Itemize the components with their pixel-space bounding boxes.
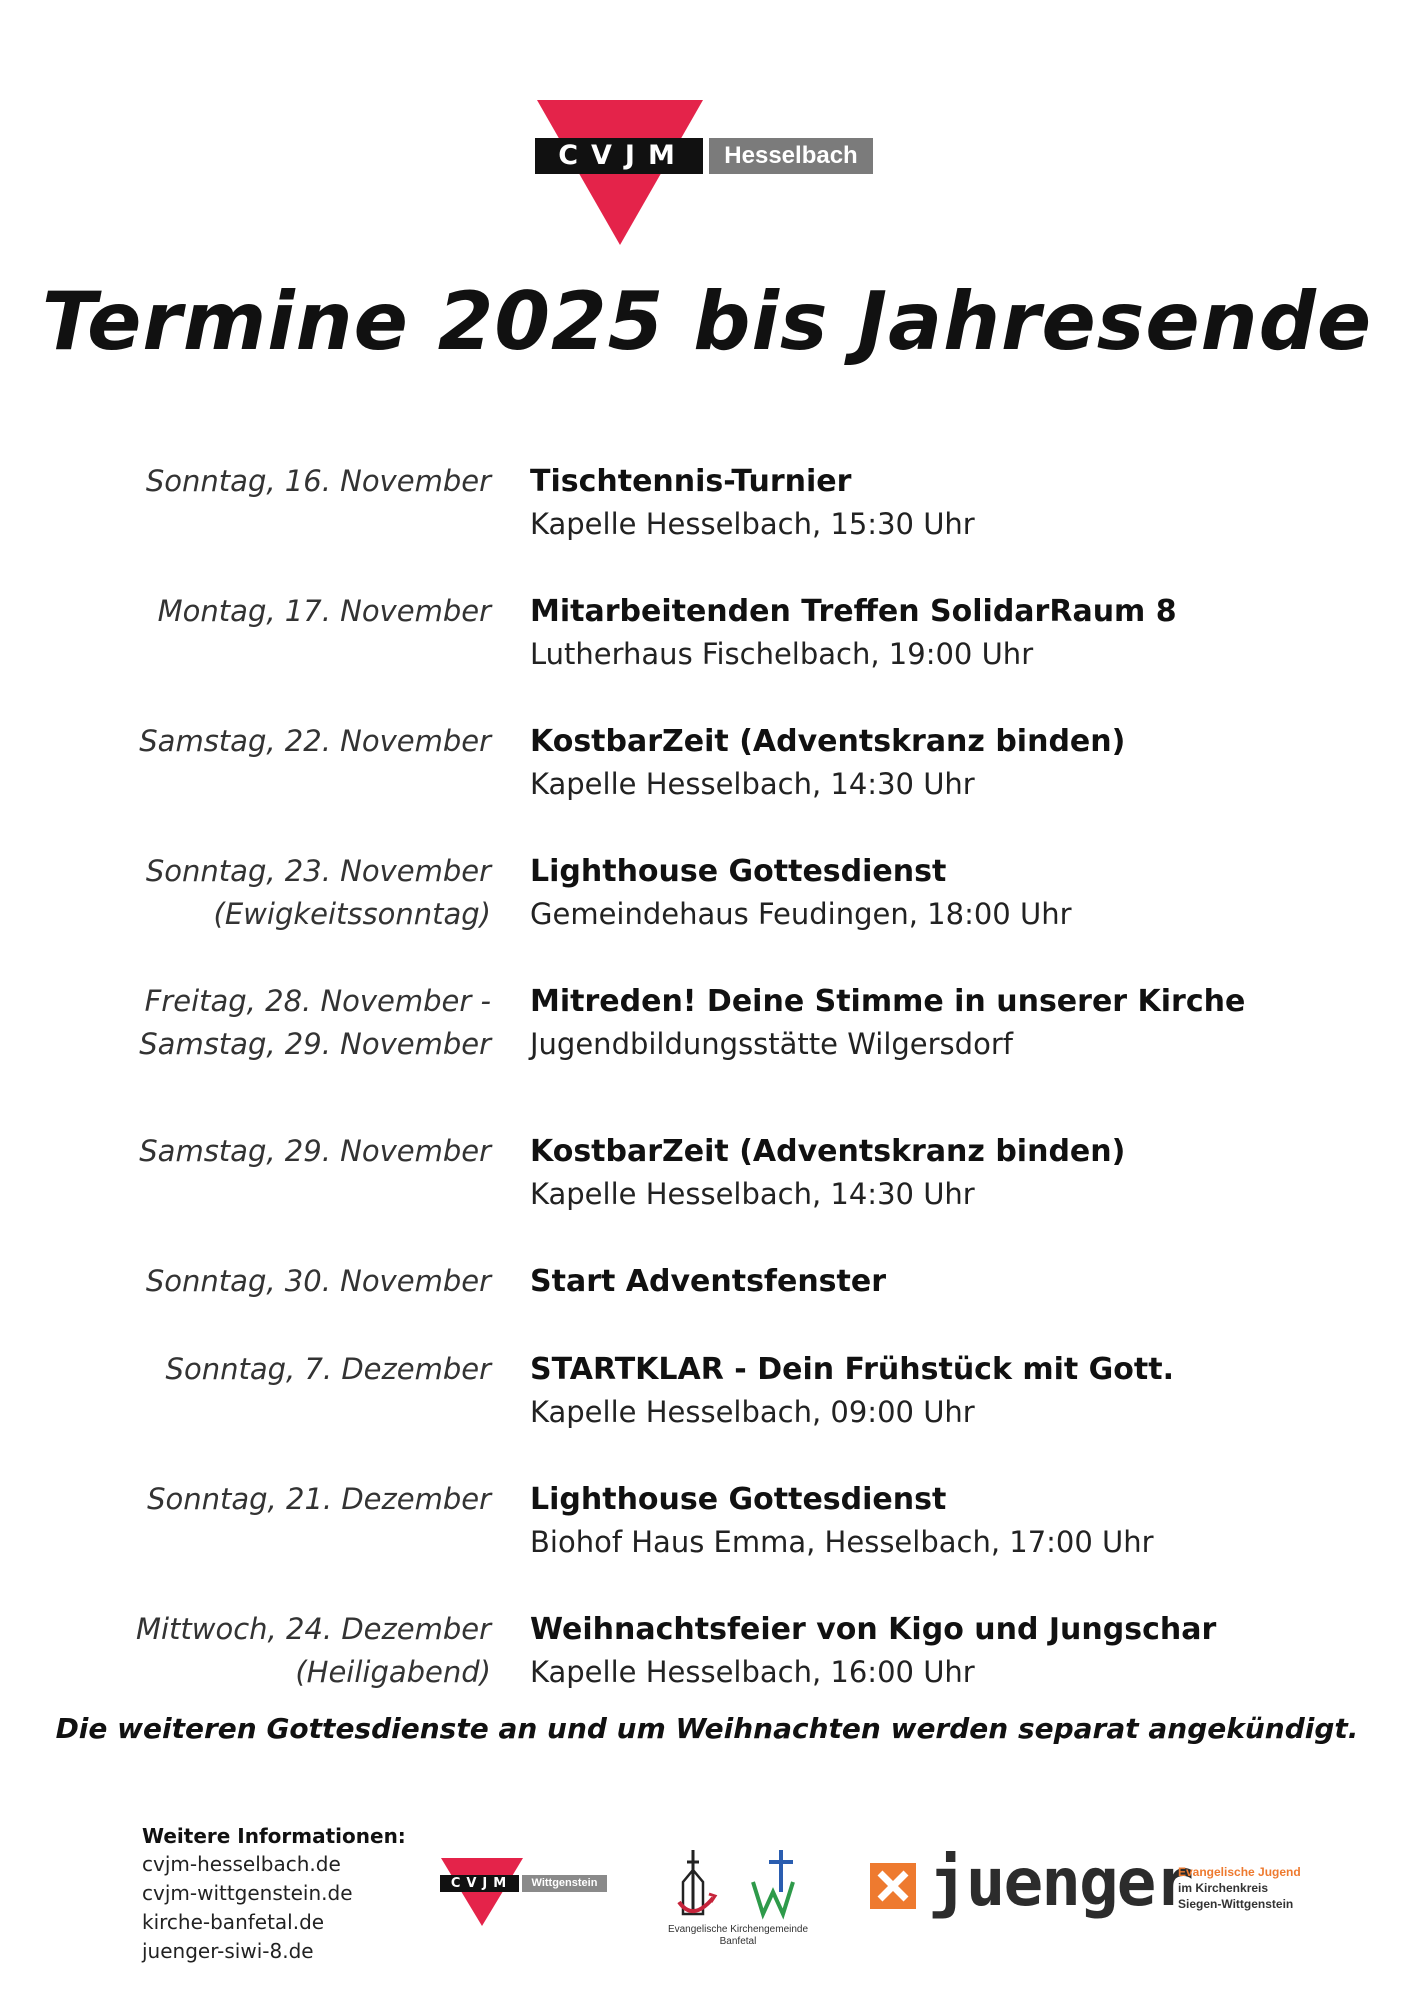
event-info — [530, 1130, 1125, 1216]
event-date — [136, 1608, 491, 1694]
event-place: Kapelle Hesselbach, 09:00 Uhr — [530, 1395, 975, 1429]
event-date-line: Freitag, 28. November - — [144, 984, 491, 1018]
link-cvjm-hesselbach[interactable]: cvjm-hesselbach.de — [142, 1852, 341, 1876]
event-name: Mitreden! Deine Stimme in unserer Kirche — [530, 984, 1246, 1019]
event-info — [530, 1608, 1216, 1694]
event-place: Kapelle Hesselbach, 14:30 Uhr — [530, 767, 975, 801]
logo-text: CVJM — [535, 138, 703, 174]
event-place: Jugendbildungsstätte Wilgersdorf — [530, 1027, 1013, 1061]
event-date — [158, 590, 491, 633]
event-date — [146, 850, 491, 936]
event-date-line: Sonntag, 16. November — [145, 464, 491, 498]
event-info — [530, 850, 1072, 936]
event-info — [530, 720, 1125, 806]
event-date — [166, 1348, 491, 1391]
page-title: Termine 2025 bis Jahresende — [41, 275, 1373, 368]
event-date-line: Sonntag, 21. Dezember — [147, 1482, 491, 1516]
more-info-heading: Weitere Informationen: — [142, 1824, 406, 1848]
juenger-logo — [870, 1844, 1320, 1928]
event-place: Kapelle Hesselbach, 16:00 Uhr — [530, 1655, 975, 1689]
kirche-caption: Evangelische Kirchengemeinde Banfetal — [667, 1924, 809, 1947]
logo-chapter: Hesselbach — [709, 138, 873, 174]
event-place: Kapelle Hesselbach, 15:30 Uhr — [530, 507, 975, 541]
event-date-line: (Heiligabend) — [295, 1655, 491, 1689]
more-info — [142, 1822, 406, 1966]
event-place: Biohof Haus Emma, Hesselbach, 17:00 Uhr — [530, 1525, 1154, 1559]
event-date-line: Sonntag, 30. November — [145, 1264, 491, 1298]
event-date — [139, 1130, 491, 1173]
link-kirche-banfetal[interactable]: kirche-banfetal.de — [142, 1910, 325, 1934]
event-date-line: (Ewigkeitssonntag) — [213, 897, 491, 931]
event-date — [139, 980, 491, 1066]
event-info — [530, 1478, 1154, 1564]
event-date-line: Samstag, 29. November — [139, 1134, 491, 1168]
cvjm-wittgenstein-chapter: Wittgenstein — [522, 1875, 607, 1892]
juenger-subtitle: Evangelische Jugend im Kirchenkreis Siegen-Wittgenstein — [1178, 1865, 1301, 1911]
event-place: Kapelle Hesselbach, 14:30 Uhr — [530, 1177, 975, 1211]
event-date-line: Samstag, 22. November — [139, 724, 491, 758]
cvjm-hesselbach-logo — [535, 100, 875, 248]
event-name: Mitarbeitenden Treffen SolidarRaum 8 — [530, 594, 1177, 629]
event-name: KostbarZeit (Adventskranz binden) — [530, 1134, 1126, 1169]
event-place: Gemeindehaus Feudingen, 18:00 Uhr — [530, 897, 1072, 931]
event-date — [146, 1260, 491, 1303]
event-info — [530, 1348, 1174, 1434]
event-date-line: Samstag, 29. November — [139, 1027, 491, 1061]
event-name: Tischtennis-Turnier — [530, 464, 852, 499]
event-name: STARTKLAR - Dein Frühstück mit Gott. — [530, 1352, 1174, 1387]
event-date — [147, 1478, 491, 1521]
cvjm-triangle-icon — [440, 1858, 524, 1928]
juenger-wordmark: juenger — [928, 1844, 1193, 1921]
cvjm-triangle-icon — [535, 100, 705, 248]
announcement-note: Die weiteren Gottesdienste an und um Weihnachten werden separat angekündigt. — [55, 1712, 1359, 1745]
event-info — [530, 590, 1177, 676]
event-date-line: Mittwoch, 24. Dezember — [135, 1612, 491, 1646]
event-date — [139, 720, 491, 763]
kirche-banfetal-logo — [663, 1842, 813, 1952]
event-name: Lighthouse Gottesdienst — [530, 854, 947, 889]
event-date — [146, 460, 491, 503]
event-info — [530, 980, 1245, 1066]
juenger-cross-icon — [870, 1863, 916, 1909]
event-name: KostbarZeit (Adventskranz binden) — [530, 724, 1126, 759]
event-info — [530, 460, 975, 546]
event-date-line: Montag, 17. November — [157, 594, 491, 628]
event-date-line: Sonntag, 7. Dezember — [165, 1352, 491, 1386]
event-info — [530, 1260, 886, 1303]
church-icon — [663, 1842, 813, 1924]
link-juenger-siwi[interactable]: juenger-siwi-8.de — [142, 1939, 314, 1963]
event-name: Weihnachtsfeier von Kigo und Jungschar — [530, 1612, 1217, 1647]
cvjm-wittgenstein-text: CVJM — [440, 1875, 519, 1892]
cvjm-wittgenstein-logo — [440, 1858, 610, 1928]
event-name: Start Adventsfenster — [530, 1264, 887, 1299]
event-name: Lighthouse Gottesdienst — [530, 1482, 947, 1517]
link-cvjm-wittgenstein[interactable]: cvjm-wittgenstein.de — [142, 1881, 353, 1905]
event-date-line: Sonntag, 23. November — [145, 854, 491, 888]
event-place: Lutherhaus Fischelbach, 19:00 Uhr — [530, 637, 1034, 671]
